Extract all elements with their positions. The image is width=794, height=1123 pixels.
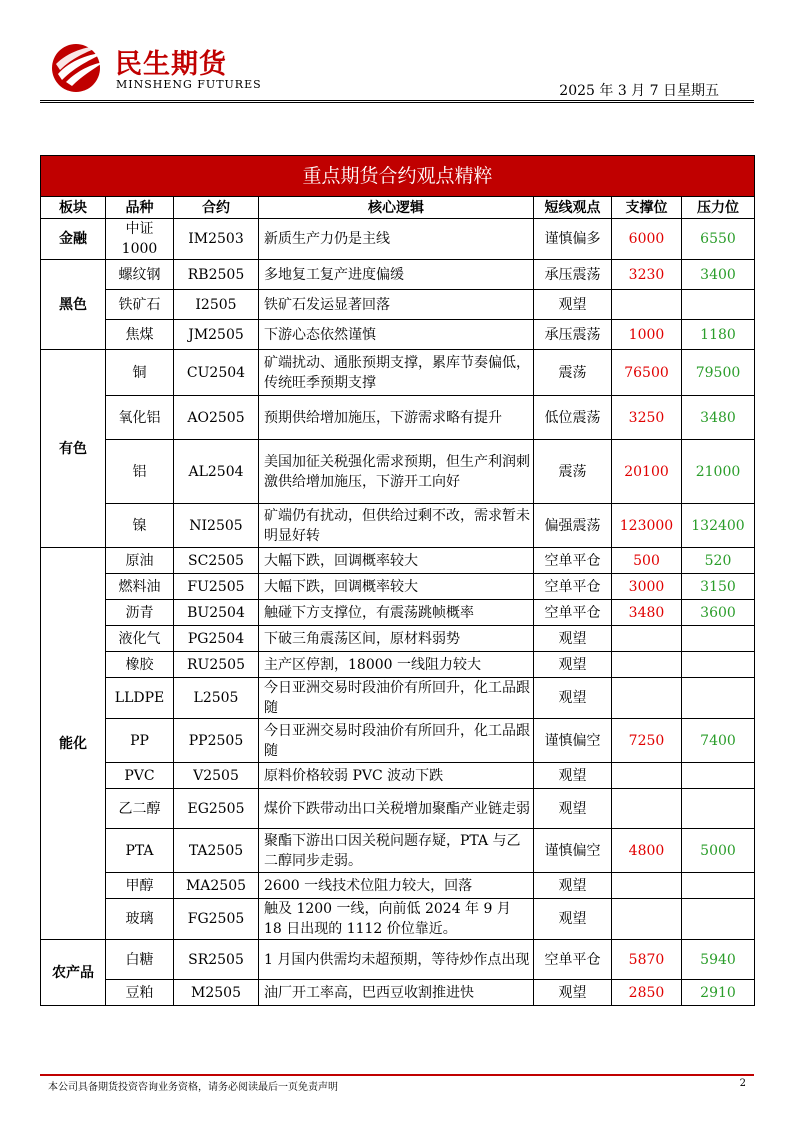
variety-cell: PTA	[106, 829, 174, 873]
resistance-cell	[682, 678, 755, 719]
resistance-cell: 5940	[682, 940, 755, 980]
view-cell: 谨慎偏空	[534, 829, 612, 873]
logic-cell: 大幅下跌，回调概率较大	[259, 574, 534, 600]
support-cell: 3480	[612, 600, 682, 626]
contract-cell: V2505	[174, 763, 259, 789]
logic-cell: 聚酯下游出口因关税问题存疑，PTA 与乙二醇同步走弱。	[259, 829, 534, 873]
sector-cell: 有色	[41, 350, 106, 548]
variety-cell: 原油	[106, 548, 174, 574]
logic-cell: 煤价下跌带动出口关税增加聚酯产业链走弱	[259, 789, 534, 829]
view-cell: 偏强震荡	[534, 504, 612, 548]
view-cell: 空单平仓	[534, 600, 612, 626]
contract-cell: IM2503	[174, 219, 259, 260]
contract-cell: MA2505	[174, 873, 259, 899]
contract-cell: JM2505	[174, 320, 259, 350]
contract-cell: FU2505	[174, 574, 259, 600]
view-cell: 观望	[534, 763, 612, 789]
variety-cell: 白糖	[106, 940, 174, 980]
support-cell: 7250	[612, 719, 682, 763]
contract-cell: FG2505	[174, 899, 259, 940]
logic-cell: 矿端仍有扰动，但供给过剩不改，需求暂未明显好转	[259, 504, 534, 548]
logic-cell: 今日亚洲交易时段油价有所回升，化工品跟随	[259, 719, 534, 763]
variety-cell: 螺纹钢	[106, 260, 174, 290]
brand-name-en: MINSHENG FUTURES	[116, 78, 262, 91]
column-header: 支撑位	[612, 197, 682, 219]
contract-cell: AL2504	[174, 440, 259, 504]
variety-cell: 铜	[106, 350, 174, 396]
resistance-cell: 3150	[682, 574, 755, 600]
contract-cell: AO2505	[174, 396, 259, 440]
view-cell: 观望	[534, 678, 612, 719]
support-cell	[612, 626, 682, 652]
view-cell: 空单平仓	[534, 574, 612, 600]
table-row	[41, 873, 755, 899]
logic-cell: 2600 一线技术位阻力较大，回落	[259, 873, 534, 899]
logic-cell: 油厂开工率高，巴西豆收割推进快	[259, 980, 534, 1006]
table-row	[41, 789, 755, 829]
table-row	[41, 652, 755, 678]
logic-cell: 新质生产力仍是主线	[259, 219, 534, 260]
logic-cell: 铁矿石发运显著回落	[259, 290, 534, 320]
view-cell: 观望	[534, 626, 612, 652]
contract-cell: EG2505	[174, 789, 259, 829]
resistance-cell	[682, 789, 755, 829]
contract-cell: TA2505	[174, 829, 259, 873]
support-cell: 76500	[612, 350, 682, 396]
support-cell: 123000	[612, 504, 682, 548]
view-cell: 观望	[534, 789, 612, 829]
contract-cell: SR2505	[174, 940, 259, 980]
variety-cell: 中证1000	[106, 219, 174, 260]
table-row	[41, 719, 755, 763]
support-cell	[612, 899, 682, 940]
variety-cell: 燃料油	[106, 574, 174, 600]
column-header: 板块	[41, 197, 106, 219]
table-row	[41, 219, 755, 260]
table-row	[41, 626, 755, 652]
table-row	[41, 899, 755, 940]
view-cell: 观望	[534, 290, 612, 320]
variety-cell: 铝	[106, 440, 174, 504]
resistance-cell: 3600	[682, 600, 755, 626]
resistance-cell: 2910	[682, 980, 755, 1006]
table-row	[41, 574, 755, 600]
view-cell: 谨慎偏空	[534, 719, 612, 763]
support-cell: 3000	[612, 574, 682, 600]
column-header: 核心逻辑	[259, 197, 534, 219]
support-cell	[612, 789, 682, 829]
view-cell: 观望	[534, 873, 612, 899]
support-cell: 2850	[612, 980, 682, 1006]
logic-cell: 美国加征关税强化需求预期，但生产利润刺激供给增加施压，下游开工向好	[259, 440, 534, 504]
variety-cell: 铁矿石	[106, 290, 174, 320]
logic-cell: 下游心态依然谨慎	[259, 320, 534, 350]
view-cell: 观望	[534, 652, 612, 678]
column-header: 合约	[174, 197, 259, 219]
resistance-cell: 132400	[682, 504, 755, 548]
support-cell: 3250	[612, 396, 682, 440]
table-row	[41, 678, 755, 719]
header-divider	[40, 100, 754, 103]
variety-cell: 镍	[106, 504, 174, 548]
column-header: 短线观点	[534, 197, 612, 219]
resistance-cell: 79500	[682, 350, 755, 396]
resistance-cell	[682, 873, 755, 899]
variety-cell: 液化气	[106, 626, 174, 652]
sector-cell: 农产品	[41, 940, 106, 1006]
table-row	[41, 763, 755, 789]
report-date: 2025 年 3 月 7 日星期五	[559, 83, 719, 99]
support-cell: 3230	[612, 260, 682, 290]
variety-cell: PVC	[106, 763, 174, 789]
contract-cell: RU2505	[174, 652, 259, 678]
table-row	[41, 320, 755, 350]
variety-cell: 氧化铝	[106, 396, 174, 440]
footer-divider	[40, 1074, 754, 1076]
resistance-cell	[682, 652, 755, 678]
resistance-cell	[682, 626, 755, 652]
resistance-cell: 520	[682, 548, 755, 574]
view-cell: 空单平仓	[534, 940, 612, 980]
support-cell	[612, 763, 682, 789]
resistance-cell: 3480	[682, 396, 755, 440]
contract-cell: NI2505	[174, 504, 259, 548]
contract-cell: SC2505	[174, 548, 259, 574]
support-cell	[612, 873, 682, 899]
page-number: 2	[739, 1078, 746, 1089]
table-row	[41, 600, 755, 626]
support-cell: 4800	[612, 829, 682, 873]
logic-cell: 大幅下跌，回调概率较大	[259, 548, 534, 574]
variety-cell: 甲醇	[106, 873, 174, 899]
table-row	[41, 260, 755, 290]
logic-cell: 原料价格较弱 PVC 波动下跌	[259, 763, 534, 789]
futures-view-table	[40, 155, 755, 1006]
logic-cell: 今日亚洲交易时段油价有所回升，化工品跟随	[259, 678, 534, 719]
view-cell: 观望	[534, 980, 612, 1006]
view-cell: 空单平仓	[534, 548, 612, 574]
contract-cell: PG2504	[174, 626, 259, 652]
support-cell	[612, 652, 682, 678]
variety-cell: 豆粕	[106, 980, 174, 1006]
contract-cell: PP2505	[174, 719, 259, 763]
variety-cell: 焦煤	[106, 320, 174, 350]
logic-cell: 1 月国内供需均未超预期，等待炒作点出现	[259, 940, 534, 980]
support-cell	[612, 678, 682, 719]
logic-cell: 触及 1200 一线，向前低 2024 年 9 月 18 日出现的 1112 价位靠近。	[259, 899, 534, 940]
view-cell: 低位震荡	[534, 396, 612, 440]
resistance-cell: 6550	[682, 219, 755, 260]
column-header: 品种	[106, 197, 174, 219]
table-row	[41, 980, 755, 1006]
view-cell: 震荡	[534, 350, 612, 396]
support-cell: 6000	[612, 219, 682, 260]
contract-cell: CU2504	[174, 350, 259, 396]
footer-disclaimer: 本公司具备期货投资咨询业务资格，请务必阅读最后一页免责声明	[48, 1082, 338, 1093]
logic-cell: 预期供给增加施压，下游需求略有提升	[259, 396, 534, 440]
brand-name-cn: 民生期货	[115, 49, 227, 80]
table-title: 重点期货合约观点精粹	[41, 156, 755, 197]
variety-cell: 橡胶	[106, 652, 174, 678]
table-row	[41, 290, 755, 320]
logic-cell: 矿端扰动、通胀预期支撑，累库节奏偏低，传统旺季预期支撑	[259, 350, 534, 396]
table-row	[41, 350, 755, 396]
support-cell	[612, 290, 682, 320]
resistance-cell: 1180	[682, 320, 755, 350]
minsheng-logo-icon	[50, 40, 108, 92]
table-row	[41, 548, 755, 574]
contract-cell: I2505	[174, 290, 259, 320]
support-cell: 1000	[612, 320, 682, 350]
resistance-cell	[682, 899, 755, 940]
view-cell: 观望	[534, 899, 612, 940]
sector-cell: 金融	[41, 219, 106, 260]
resistance-cell: 5000	[682, 829, 755, 873]
table-row	[41, 829, 755, 873]
contract-cell: BU2504	[174, 600, 259, 626]
table-row	[41, 396, 755, 440]
variety-cell: 玻璃	[106, 899, 174, 940]
resistance-cell	[682, 763, 755, 789]
variety-cell: LLDPE	[106, 678, 174, 719]
resistance-cell: 3400	[682, 260, 755, 290]
sector-cell: 能化	[41, 548, 106, 940]
table-row	[41, 504, 755, 548]
logic-cell: 触碰下方支撑位，有震荡跳帧概率	[259, 600, 534, 626]
view-cell: 承压震荡	[534, 320, 612, 350]
resistance-cell: 21000	[682, 440, 755, 504]
table-row	[41, 940, 755, 980]
contract-cell: M2505	[174, 980, 259, 1006]
resistance-cell: 7400	[682, 719, 755, 763]
logic-cell: 主产区停割，18000 一线阻力较大	[259, 652, 534, 678]
view-cell: 谨慎偏多	[534, 219, 612, 260]
support-cell: 5870	[612, 940, 682, 980]
support-cell: 500	[612, 548, 682, 574]
resistance-cell	[682, 290, 755, 320]
variety-cell: 乙二醇	[106, 789, 174, 829]
column-header: 压力位	[682, 197, 755, 219]
sector-cell: 黑色	[41, 260, 106, 350]
view-cell: 承压震荡	[534, 260, 612, 290]
variety-cell: 沥青	[106, 600, 174, 626]
contract-cell: L2505	[174, 678, 259, 719]
logic-cell: 下破三角震荡区间，原材料弱势	[259, 626, 534, 652]
view-cell: 震荡	[534, 440, 612, 504]
logic-cell: 多地复工复产进度偏缓	[259, 260, 534, 290]
variety-cell: PP	[106, 719, 174, 763]
table-row	[41, 440, 755, 504]
contract-cell: RB2505	[174, 260, 259, 290]
support-cell: 20100	[612, 440, 682, 504]
